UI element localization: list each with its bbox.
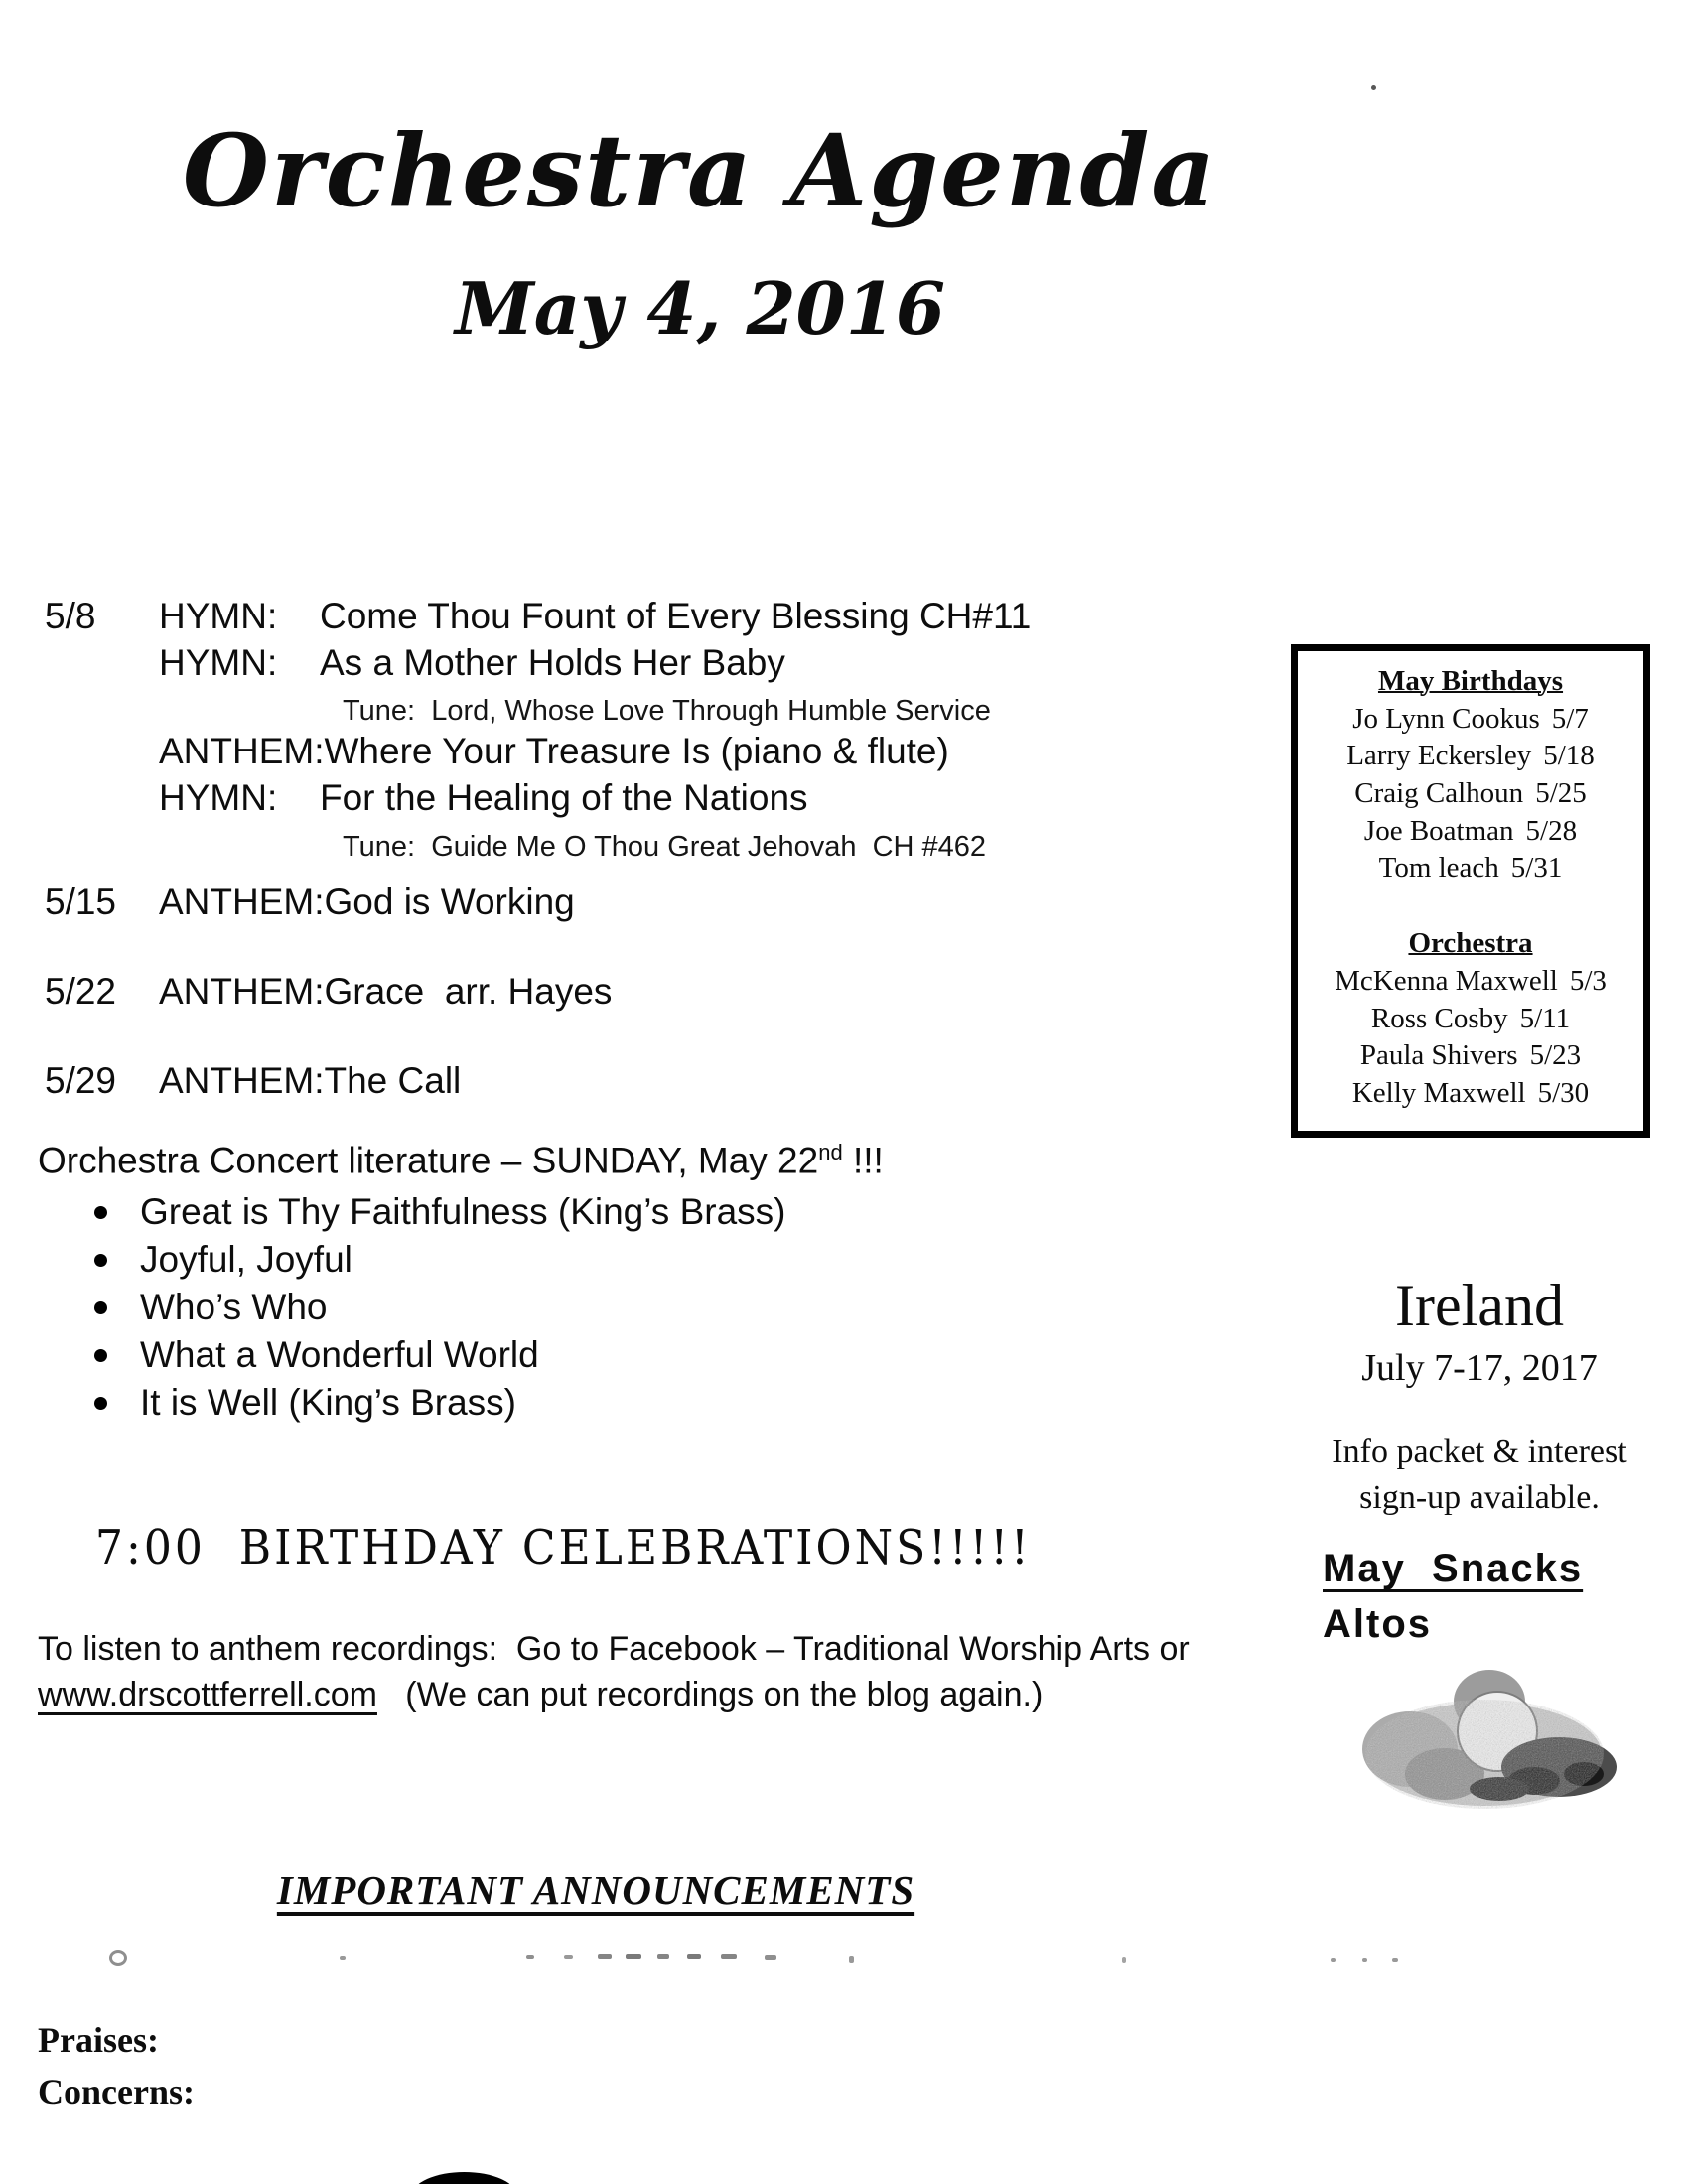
member-name: Kelly Maxwell — [1351, 1076, 1526, 1109]
bullet-icon — [94, 1397, 107, 1410]
scan-speck — [1371, 85, 1376, 90]
date-label — [45, 777, 159, 820]
birthday-row — [1304, 850, 1637, 887]
item-title: As a Mother Holds Her Baby — [320, 642, 785, 683]
concert-heading-tail: !!! — [842, 1140, 884, 1181]
recordings-link[interactable]: www.drscottferrell.com — [38, 1676, 377, 1713]
item-title: Where Your Treasure Is (piano & flute) — [324, 731, 949, 771]
item-type-label: ANTHEM: — [159, 971, 325, 1012]
schedule-row — [45, 882, 575, 924]
tune-label: Tune: Lord, Whose Love Through Humble Service — [343, 695, 991, 727]
tune-label: Tune: Guide Me O Thou Great Jehovah CH #462 — [343, 831, 987, 863]
orchestra-birthdays-title: Orchestra — [1408, 927, 1533, 960]
praises-label: Praises: — [38, 2020, 159, 2060]
member-date: 5/18 — [1543, 740, 1595, 772]
birthday-row — [1304, 963, 1637, 1001]
item-type-label: ANTHEM: — [159, 882, 325, 922]
schedule-row — [45, 596, 1031, 638]
birthdays-box — [1291, 644, 1650, 1138]
bullet-icon — [94, 1301, 107, 1314]
page-date: May 4, 2016 — [455, 266, 945, 350]
page-bottom-cutoff-artifact — [412, 2172, 516, 2184]
schedule-row — [45, 642, 785, 685]
item-type-label: HYMN: — [159, 596, 278, 636]
item-title: God is Working — [324, 882, 575, 922]
member-name: Craig Calhoun — [1354, 777, 1524, 810]
date-label: 5/8 — [45, 596, 96, 636]
snacks-title: May Snacks — [1323, 1547, 1584, 1590]
spacer — [1304, 887, 1637, 925]
concert-song-item — [94, 1239, 352, 1281]
schedule-row — [45, 1060, 461, 1103]
bullet-icon — [94, 1206, 107, 1219]
ireland-title: Ireland — [1395, 1273, 1564, 1338]
date-label — [45, 731, 159, 773]
birthday-row — [1304, 1075, 1637, 1113]
song-title: It is Well (King’s Brass) — [140, 1382, 516, 1423]
date-label: 5/15 — [45, 882, 117, 922]
concert-song-item — [94, 1382, 516, 1424]
ireland-section — [1291, 1273, 1668, 1521]
concert-song-item — [94, 1334, 539, 1376]
ireland-dates: July 7-17, 2017 — [1361, 1347, 1598, 1389]
member-date: 5/31 — [1510, 852, 1563, 885]
concert-song-item — [94, 1287, 328, 1328]
member-name: McKenna Maxwell — [1335, 964, 1558, 997]
faded-text-artifact — [109, 1946, 1529, 1968]
birthday-row — [1304, 775, 1637, 813]
song-title: Joyful, Joyful — [140, 1239, 352, 1280]
song-title: What a Wonderful World — [140, 1334, 539, 1375]
schedule-row — [45, 971, 612, 1014]
member-date: 5/25 — [1535, 777, 1587, 810]
song-title: Great is Thy Faithfulness (King’s Brass) — [140, 1191, 786, 1232]
ordinal-suffix: nd — [818, 1140, 843, 1164]
item-title: For the Healing of the Nations — [320, 777, 808, 818]
item-type-label: HYMN: — [159, 777, 278, 818]
birthday-celebration-heading: 7:00 BIRTHDAY CELEBRATIONS!!!!! — [95, 1520, 1032, 1576]
concert-heading — [38, 1140, 884, 1181]
member-name: Larry Eckersley — [1346, 740, 1532, 772]
item-title: The Call — [324, 1060, 462, 1101]
item-title: Grace arr. Hayes — [324, 971, 613, 1012]
date-label — [45, 642, 159, 685]
bullet-icon — [94, 1349, 107, 1362]
item-type-label: HYMN: — [159, 642, 278, 683]
recordings-note-tail: (We can put recordings on the blog again.) — [376, 1676, 1044, 1713]
member-name: Joe Boatman — [1363, 814, 1514, 847]
birthday-row — [1304, 1037, 1637, 1075]
member-name: Tom leach — [1378, 852, 1499, 885]
ireland-info-line2: sign-up available. — [1359, 1478, 1600, 1516]
item-type-label: ANTHEM: — [159, 1060, 325, 1101]
snack-photo — [1350, 1650, 1638, 1829]
member-date: 5/7 — [1551, 702, 1589, 735]
date-label: 5/29 — [45, 1060, 117, 1101]
birthday-row — [1304, 1001, 1637, 1038]
member-date: 5/11 — [1519, 1002, 1571, 1034]
item-title: Come Thou Fount of Every Blessing CH#11 — [320, 596, 1032, 636]
schedule-row — [45, 731, 949, 773]
ireland-info-line1: Info packet & interest — [1332, 1433, 1627, 1470]
member-date: 5/3 — [1569, 964, 1607, 997]
member-name: Ross Cosby — [1370, 1002, 1508, 1034]
birthday-row — [1304, 701, 1637, 739]
song-title: Who’s Who — [140, 1287, 328, 1327]
bullet-icon — [94, 1254, 107, 1267]
page-title: Orchestra Agenda — [182, 112, 1218, 229]
member-date: 5/28 — [1525, 814, 1578, 847]
member-date: 5/23 — [1529, 1039, 1582, 1072]
recordings-note-line2 — [38, 1676, 1043, 1714]
birthday-row — [1304, 738, 1637, 775]
concert-song-item — [94, 1191, 785, 1233]
announcements-title: IMPORTANT ANNOUNCEMENTS — [276, 1867, 915, 1913]
snacks-group: Altos — [1323, 1602, 1432, 1646]
member-name: Paula Shivers — [1359, 1039, 1518, 1072]
schedule-row — [45, 777, 808, 820]
member-date: 5/30 — [1537, 1076, 1590, 1109]
recordings-note-line1: To listen to anthem recordings: Go to Facebook – Traditional Worship Arts or — [38, 1630, 1190, 1668]
concerns-label: Concerns: — [38, 2072, 195, 2112]
date-label: 5/22 — [45, 971, 117, 1012]
member-name: Jo Lynn Cookus — [1352, 702, 1540, 735]
birthdays-title: May Birthdays — [1377, 665, 1564, 697]
item-type-label: ANTHEM: — [159, 731, 325, 771]
concert-heading-text: Orchestra Concert literature – SUNDAY, May 22 — [38, 1140, 819, 1181]
birthday-row — [1304, 813, 1637, 851]
